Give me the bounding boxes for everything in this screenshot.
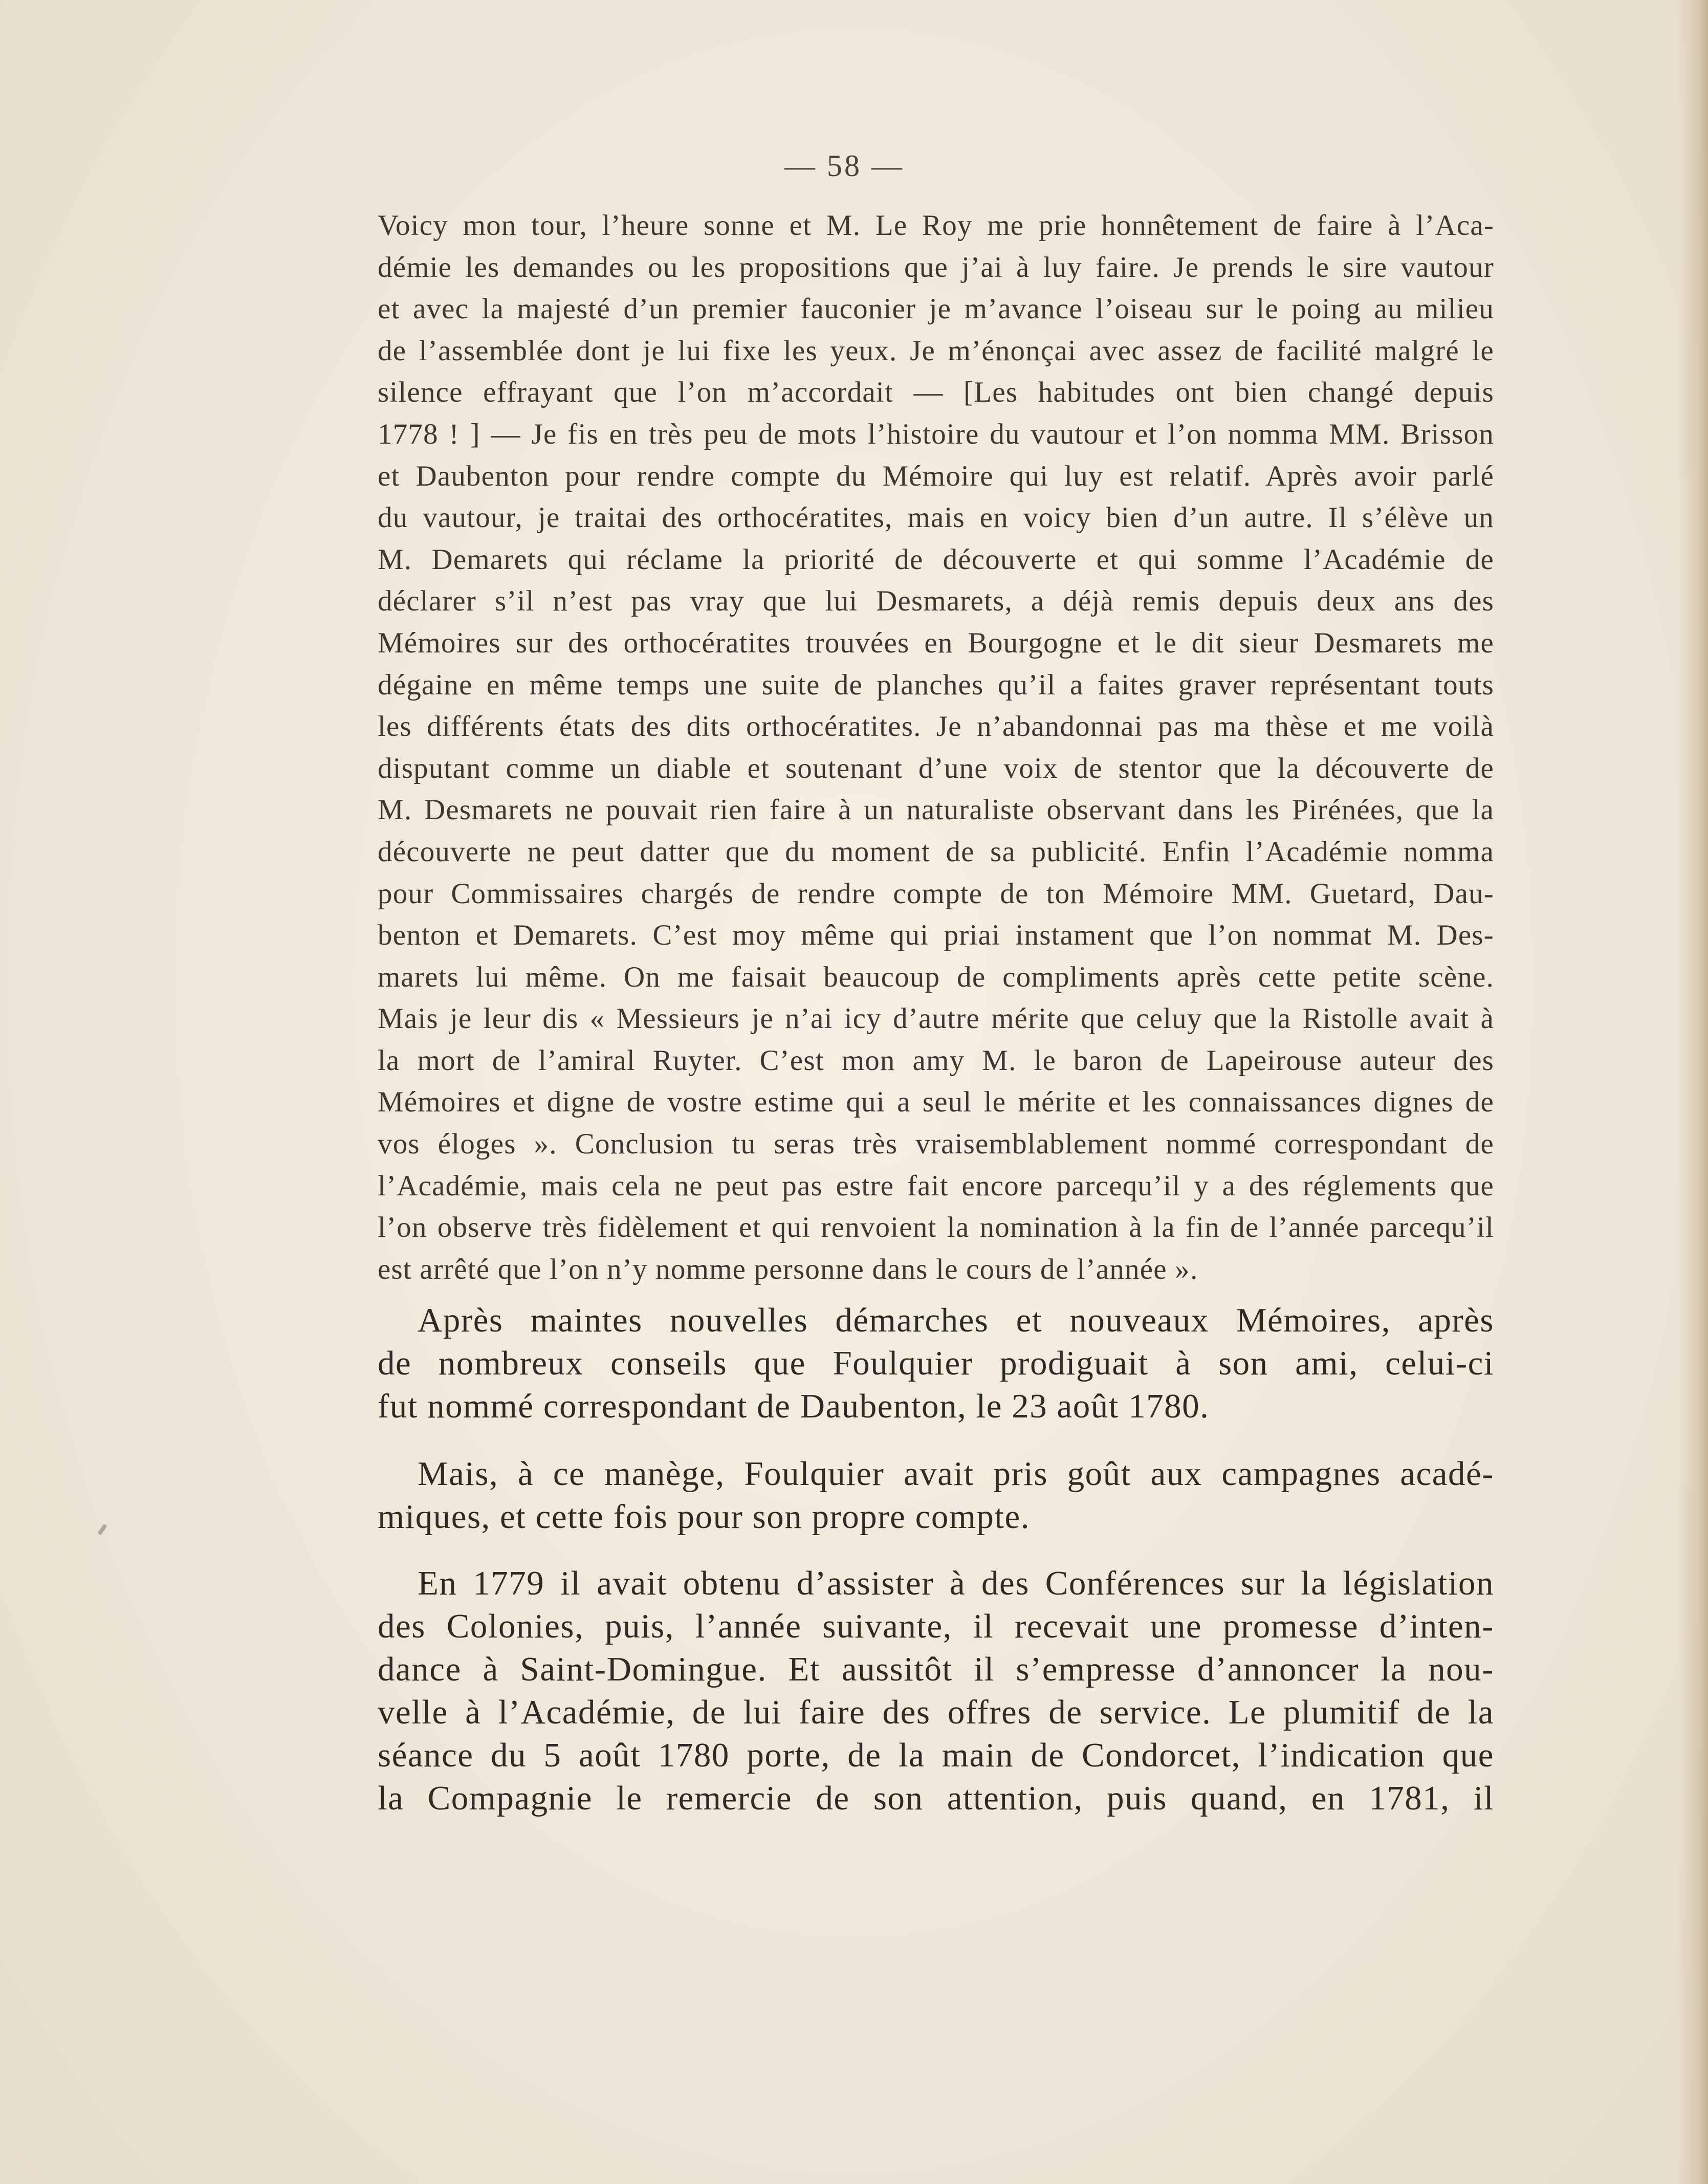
- letter-line: disputant comme un diable et soutenant d’une voix de stentor que la découverte de: [378, 752, 1494, 784]
- letter-line: découverte ne peut datter que du moment de sa publicité. Enfin l’Académie nomma: [378, 835, 1494, 868]
- letter-line: vos éloges ». Conclusion tu seras très vraisemblablement nommé correspondant de: [378, 1128, 1494, 1161]
- body-line: dance à Saint-Domingue. Et aussitôt il s’empresse d’annoncer la nou-: [378, 1650, 1494, 1688]
- quoted-letter: [378, 205, 1494, 1290]
- letter-line: l’Académie, mais cela ne peut pas estre fait encore parcequ’il y a des réglements que: [378, 1169, 1494, 1202]
- body-line: fut nommé correspondant de Daubenton, le 23 août 1780.: [378, 1387, 1210, 1425]
- letter-line: silence effrayant que l’on m’accordait — [Les habitudes ont bien changé depuis: [378, 376, 1494, 409]
- letter-line: la mort de l’amiral Ruyter. C’est mon amy M. le baron de Lapeirouse auteur des: [378, 1044, 1494, 1077]
- body-line: de nombreux conseils que Foulquier prodiguait à son ami, celui-ci: [378, 1344, 1494, 1382]
- body-line: miques, et cette fois pour son propre compte.: [378, 1498, 1031, 1536]
- stray-ink-mark: [97, 1524, 107, 1536]
- body-line: Mais, à ce manège, Foulquier avait pris goût aux campagnes acadé-: [418, 1455, 1494, 1493]
- letter-line: dégaine en même temps une suite de planches qu’il a faites graver représentant touts: [378, 668, 1494, 701]
- letter-line: du vautour, je traitai des orthocératites, mais en voicy bien d’un autre. Il s’élève un: [378, 501, 1494, 534]
- letter-line: Mémoires et digne de vostre estime qui a seul le mérite et les connaissances dignes de: [378, 1086, 1494, 1119]
- letter-line: de l’assemblée dont je lui fixe les yeux. Je m’énonçai avec assez de facilité malgré le: [378, 334, 1494, 367]
- body-line: velle à l’Académie, de lui faire des offres de service. Le plumitif de la: [378, 1693, 1494, 1731]
- body-line: la Compagnie le remercie de son attention, puis quand, en 1781, il: [378, 1779, 1494, 1817]
- letter-line: déclarer s’il n’est pas vray que lui Desmarets, a déjà remis depuis deux ans des: [378, 585, 1494, 618]
- body-line: des Colonies, puis, l’année suivante, il recevait une promesse d’inten-: [378, 1607, 1494, 1645]
- body-line: séance du 5 août 1780 porte, de la main de Condorcet, l’indication que: [378, 1736, 1494, 1774]
- letter-line: pour Commissaires chargés de rendre compte de ton Mémoire MM. Guetard, Dau-: [378, 877, 1494, 910]
- letter-line: Voicy mon tour, l’heure sonne et M. Le Roy me prie honnêtement de faire à l’Aca-: [378, 209, 1494, 242]
- body-line: Après maintes nouvelles démarches et nouveaux Mémoires, après: [418, 1301, 1494, 1339]
- paragraph-appointment: [378, 1299, 1494, 1428]
- letter-line: M. Desmarets ne pouvait rien faire à un naturaliste observant dans les Pirénées, que la: [378, 794, 1494, 826]
- letter-line: les différents états des dits orthocératites. Je n’abandonnai pas ma thèse et me voilà: [378, 710, 1494, 743]
- letter-line: et avec la majesté d’un premier fauconier je m’avance l’oiseau sur le poing au milieu: [378, 293, 1494, 325]
- letter-line: Mémoires sur des orthocératites trouvées en Bourgogne et le dit sieur Desmarets me: [378, 626, 1494, 659]
- letter-line: M. Demarets qui réclame la priorité de découverte et qui somme l’Académie de: [378, 543, 1494, 576]
- letter-line: Mais je leur dis « Messieurs je n’ai icy d’autre mérite que celuy que la Ristolle avait à: [378, 1002, 1494, 1035]
- letter-line: marets lui même. On me faisait beaucoup de compliments après cette petite scène.: [378, 960, 1494, 993]
- paragraph-campaigns: [378, 1452, 1494, 1538]
- letter-line: 1778 ! ] — Je fis en très peu de mots l’histoire du vautour et l’on nomma MM. Brisson: [378, 418, 1494, 450]
- letter-line: et Daubenton pour rendre compte du Mémoire qui luy est relatif. Après avoir parlé: [378, 460, 1494, 492]
- body-line: En 1779 il avait obtenu d’assister à des Conférences sur la législation: [418, 1564, 1494, 1602]
- letter-line: benton et Demarets. C’est moy même qui priai instament que l’on nommat M. Des-: [378, 919, 1494, 952]
- page-number: — 58 —: [784, 149, 904, 183]
- letter-line: est arrêté que l’on n’y nomme personne dans le cours de l’année ».: [378, 1253, 1198, 1285]
- letter-line: démie les demandes ou les propositions que j’ai à luy faire. Je prends le sire vautour: [378, 251, 1494, 283]
- paragraph-colonies: [378, 1562, 1494, 1820]
- page-edge-shadow: [1677, 0, 1708, 2184]
- letter-line: l’on observe très fidèlement et qui renvoient la nomination à la fin de l’année parcequ’il: [378, 1211, 1494, 1244]
